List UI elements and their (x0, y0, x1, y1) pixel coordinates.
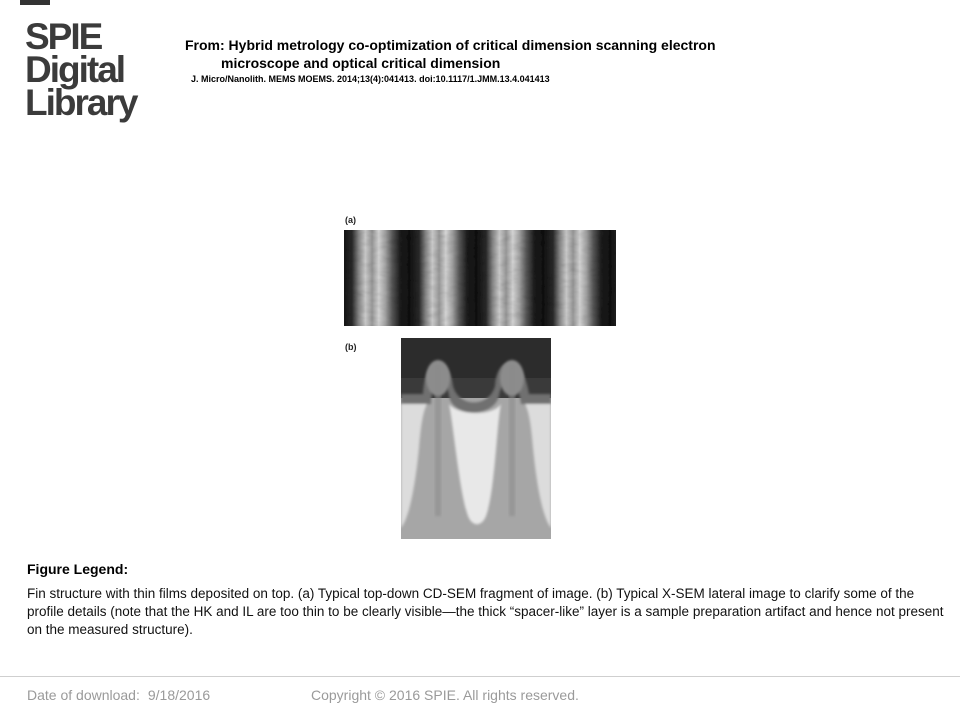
panel-a-top-down-sem-image (344, 230, 616, 326)
copyright-notice: Copyright © 2016 SPIE. All rights reserved. (311, 687, 579, 703)
download-date-label: Date of download: (27, 687, 140, 703)
article-title-line1: From: Hybrid metrology co-optimization of critical dimension scanning electron (185, 37, 716, 53)
corner-mark (20, 0, 50, 5)
spie-digital-library-logo (25, 16, 150, 123)
logo-line-spie: SPIE (25, 16, 102, 57)
figure-legend-text: Fin structure with thin films deposited on top. (a) Typical top-down CD-SEM fragment of image. (b) Typical X-SEM lateral image to clarify some of the profile details (note that the HK and IL are too thin to be clearly visible—the thick “spacer-like” layer is a sample preparation artifact and hence not present on the measured structure). (27, 586, 944, 637)
article-citation[interactable]: J. Micro/Nanolith. MEMS MOEMS. 2014;13(4):041413. doi:10.1117/1.JMM.13.4.041413 (191, 74, 550, 84)
article-header (185, 36, 825, 85)
footer-divider (0, 676, 960, 677)
article-title-line2: microscope and optical critical dimension (221, 55, 501, 71)
logo-line-digital: Digital (25, 49, 125, 90)
panel-b-label: (b) (345, 342, 357, 352)
figure-legend-title: Figure Legend: (27, 561, 129, 577)
panel-b-cross-section-sem-image (401, 338, 551, 539)
panel-a-label: (a) (345, 215, 356, 225)
download-date-value: 9/18/2016 (147, 687, 211, 703)
article-title (185, 36, 825, 72)
download-date (27, 687, 210, 703)
logo-line-library: Library (25, 82, 137, 123)
